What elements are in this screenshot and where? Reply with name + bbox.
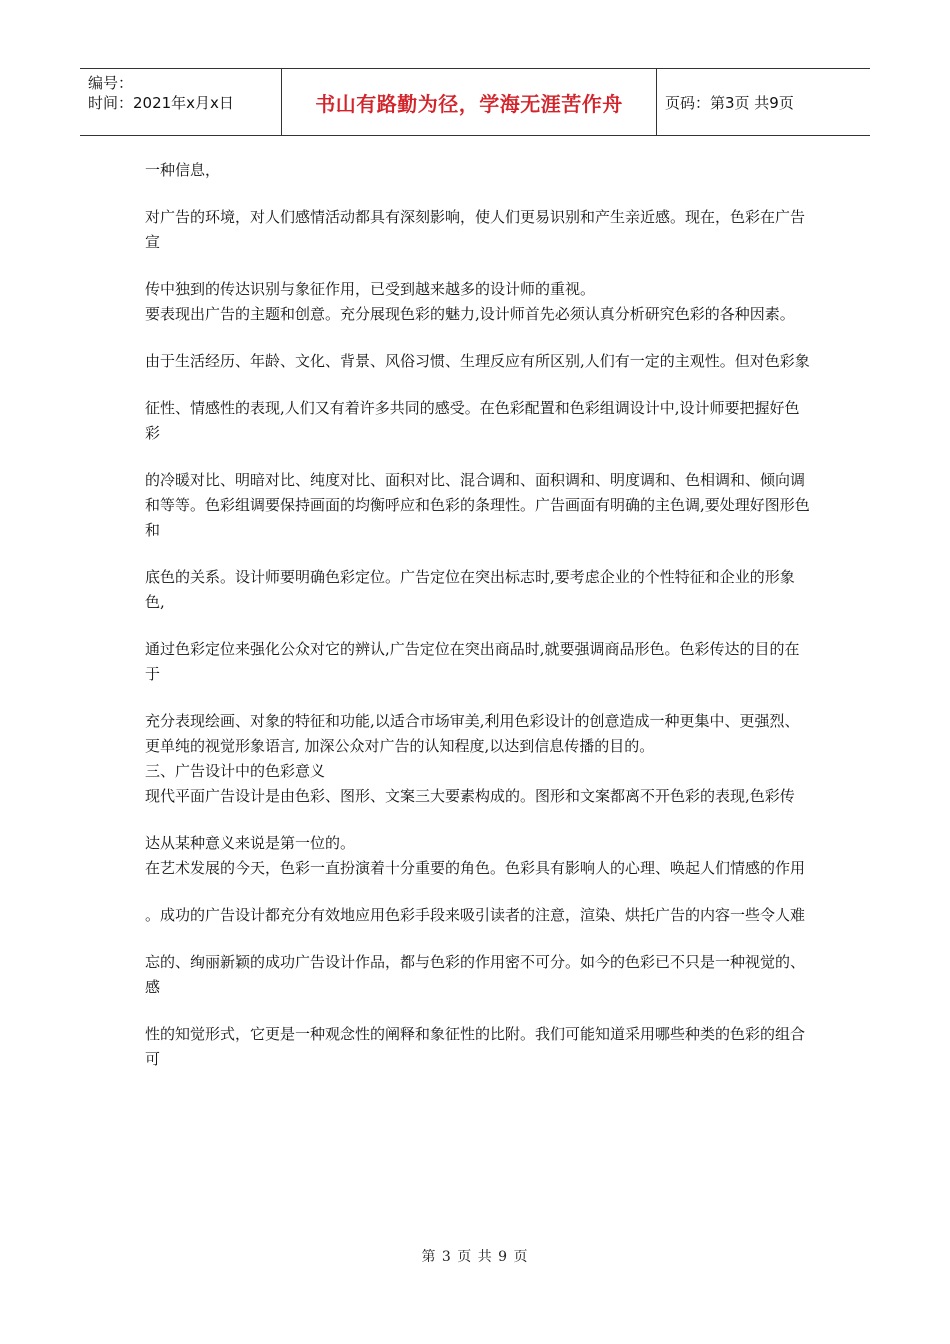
- paragraph: 性的知觉形式，它更是一种观念性的阐释和象征性的比附。我们可能知道采用哪些种类的色彩的组合可: [145, 1025, 806, 1068]
- paragraph: 的冷暖对比、明暗对比、纯度对比、面积对比、混合调和、面积调和、明度调和、色相调和、倾向调和等等。色彩组调要保持画面的均衡呼应和色彩的条理性。广告画面有明确的主色调,要处理好图形色和: [145, 471, 810, 539]
- page-footer: 第 3 页 共 9 页: [421, 1249, 529, 1265]
- header-page-info: 页码：第3页 共9页: [665, 93, 794, 112]
- paragraph: 一种信息，: [145, 161, 221, 179]
- paragraph: 。成功的广告设计都充分有效地应用色彩手段来吸引读者的注意，渲染、烘托广告的内容一些令人难: [145, 906, 806, 924]
- paragraph: 忘的、绚丽新颖的成功广告设计作品，都与色彩的作用密不可分。如今的色彩已不只是一种视觉的、感: [145, 953, 806, 996]
- paragraph: 现代平面广告设计是由色彩、图形、文案三大要素构成的。图形和文案都离不开色彩的表现,色彩传: [145, 787, 795, 805]
- paragraph: 达从某种意义来说是第一位的。: [145, 834, 356, 852]
- paragraph: 在艺术发展的今天，色彩一直扮演着十分重要的角色。色彩具有影响人的心理、唤起人们情感的作用: [145, 859, 806, 877]
- paragraph: 传中独到的传达识别与象征作用，已受到越来越多的设计师的重视。: [145, 280, 596, 298]
- paragraph: 充分表现绘画、对象的特征和功能,以适合市场审美,利用色彩设计的创意造成一种更集中、更强烈、更单纯的视觉形象语言, 加深公众对广告的认知程度,以达到信息传播的目的。: [145, 712, 800, 755]
- document-body: [145, 158, 810, 1072]
- paragraph: 通过色彩定位来强化公众对它的辨认,广告定位在突出商品时,就要强调商品形色。色彩传达的目的在于: [145, 640, 800, 683]
- paragraph: 要表现出广告的主题和创意。充分展现色彩的魅力,设计师首先必须认真分析研究色彩的各种因素。: [145, 305, 795, 323]
- paragraph: 征性、情感性的表现,人们又有着许多共同的感受。在色彩配置和色彩组调设计中,设计师要把握好色彩: [145, 399, 800, 442]
- paragraph: 由于生活经历、年龄、文化、背景、风俗习惯、生理反应有所区别,人们有一定的主观性。但对色彩象: [145, 352, 810, 370]
- page-header: [80, 68, 870, 136]
- header-meta: [80, 69, 282, 135]
- document-date: 时间：2021年x月x日: [88, 94, 234, 112]
- paragraph: 底色的关系。设计师要明确色彩定位。广告定位在突出标志时,要考虑企业的个性特征和企业的形象色,: [145, 568, 795, 611]
- paragraph: 对广告的环境，对人们感情活动都具有深刻影响，使人们更易识别和产生亲近感。现在，色彩在广告宣: [145, 208, 806, 251]
- section-heading: 三、广告设计中的色彩意义: [145, 762, 326, 780]
- document-number-label: 编号：: [88, 74, 134, 92]
- header-motto: 书山有路勤为径，学海无涯苦作舟: [282, 69, 657, 135]
